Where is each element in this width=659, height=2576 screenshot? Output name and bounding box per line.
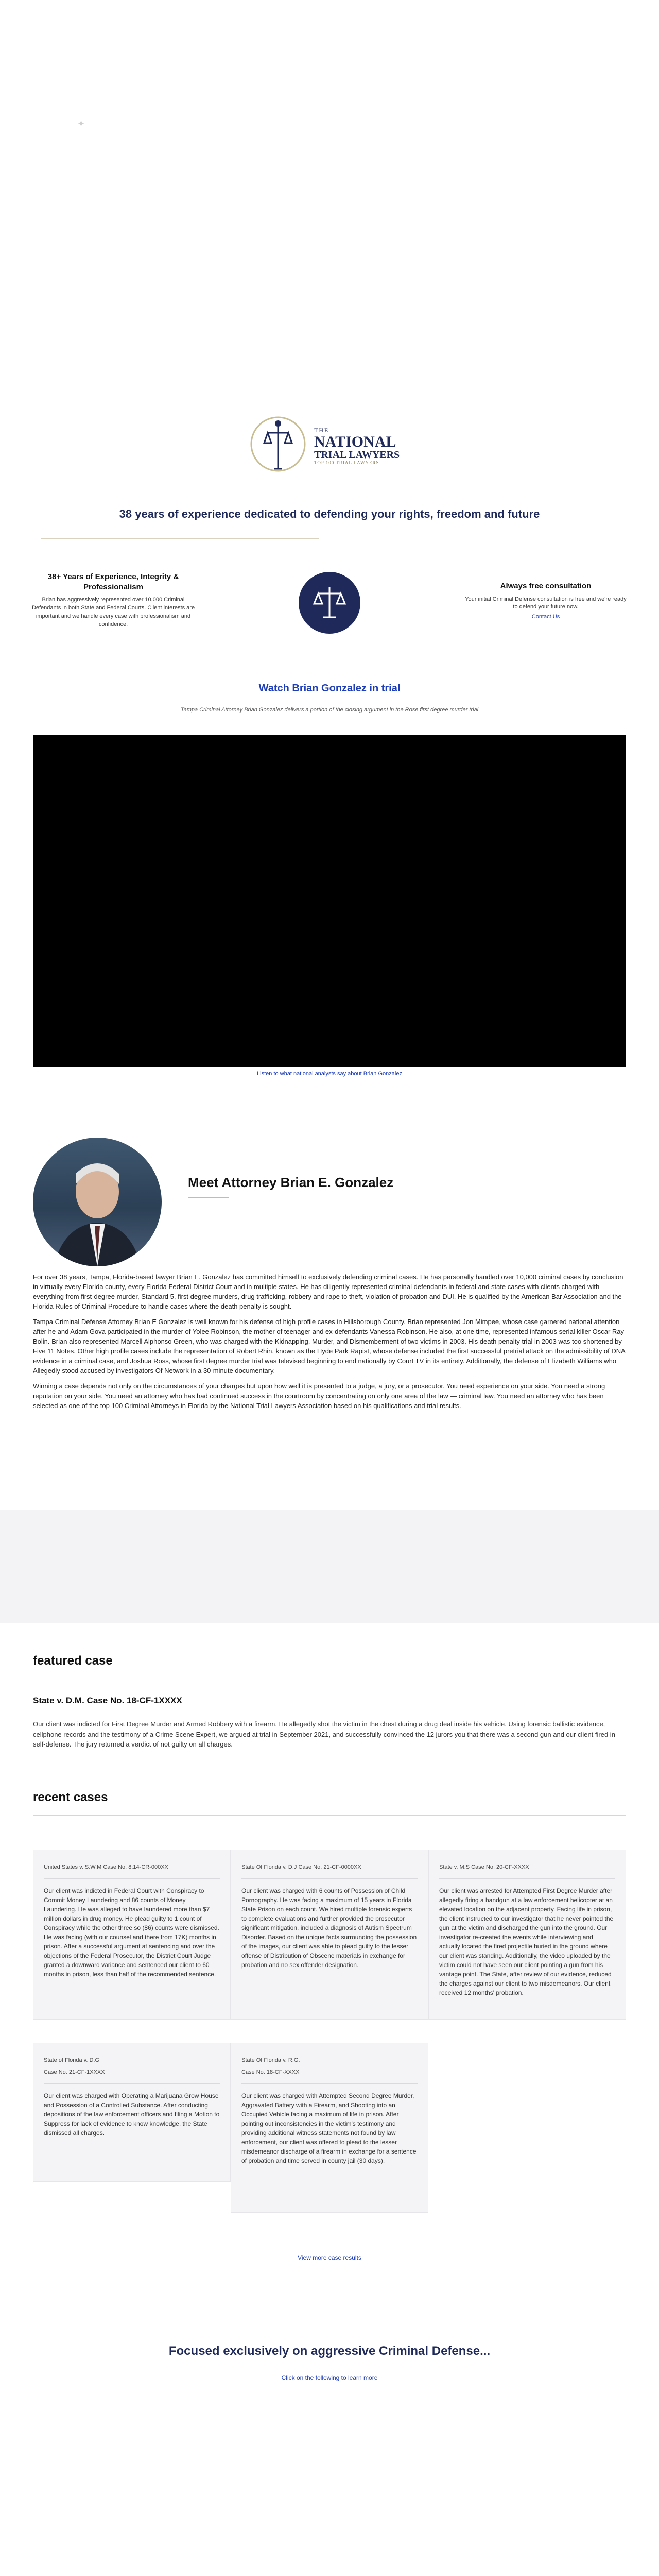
- learn-more-link[interactable]: Click on the following to learn more: [281, 2374, 378, 2381]
- focus-heading: Focused exclusively on aggressive Criminal Defense...: [168, 2344, 491, 2358]
- video-title: Watch Brian Gonzalez in trial: [258, 683, 401, 694]
- hero-tagline: 38 years of experience dedicated to defending your rights, freedom and future: [119, 507, 540, 520]
- attorney-portrait: [33, 1138, 162, 1266]
- case-meta: State v. M.S Case No. 20-CF-XXXX: [439, 1864, 529, 1870]
- bio-paragraph-3: Winning a case depends not only on the circumstances of your charges but upon how well it is presented to a judge, a jury, or a prosecutor. You need experience on your side. You need a strong reputation on your side. You need an attorney who has had continued success in the courtroom by concentrating on only one area of the law — criminal law. You need an attorney who has been selected as one of the top 100 Criminal Attorneys in Florida by the National Trial Lawyers Association based on his qualifications and trial results.: [33, 1382, 605, 1410]
- logo-trial-lawyers-text: TRIAL LAWYERS: [314, 449, 400, 461]
- feature-consultation: [463, 581, 628, 621]
- video-caption: Tampa Criminal Attorney Brian Gonzalez delivers a portion of the closing argument in the Rose first degree murder trial: [180, 707, 479, 713]
- case-body: Our client was charged with Attempted Second Degree Murder, Aggravated Battery with a Firearm, and Shooting into an Occupied Vehicle facing a maximum of life in prison. After pointing out inconsistencies in the victim's testimony and providing additional witness statements not found by law enforcement, our client was offered to plead to the lesser misdemeanor discharge of a firearm in exchange for a sentence of probation and time served in county jail (30 days).: [241, 2092, 417, 2165]
- scales-of-justice-icon: [299, 572, 360, 634]
- featured-case-text: Our client was indicted for First Degree Murder and Armed Robbery with a firearm. He allegedly shot the victim in the chest during a drug deal inside his vehicle. Using forensic ballistic evidence, cellphone records and the testimony of a Crime Scene Expert, we argued at trial in September 2021, and successfully convinced the 12 jurors you that there was a second gun and our client fired in self-defense. The jury returned a verdict of not guilty on all charges.: [33, 1720, 615, 1748]
- case-body: Our client was indicted in Federal Court with Conspiracy to Commit Money Laundering and 86 counts of Money Laundering. He was alleged to have laundered more than $7 million dollars in drug money. He plead guilty to 1 count of Conspiracy while the other three so (86) counts were dismissed. He was facing (with our counsel and there from 17K) months in prison. After a successful argument at sentencing and over the objections of the Federal Prosecutor, the District Court Judge granted a downward variance and sentenced our client to 60 months in prison, less than half of the recommended sentence.: [44, 1887, 219, 1978]
- attorney-bio: [33, 1273, 626, 1417]
- recent-cases-heading: recent cases: [33, 1790, 108, 1804]
- national-trial-lawyers-logo: [247, 407, 412, 484]
- analysts-link[interactable]: Listen to what national analysts say about Brian Gonzalez: [257, 1071, 402, 1077]
- feature-consultation-text: Your initial Criminal Defense consultation is free and we're ready to defend your future now.: [465, 596, 627, 611]
- case-card: [231, 1850, 428, 2020]
- featured-case-heading: featured case: [33, 1654, 113, 1668]
- feature-experience-title: 38+ Years of Experience, Integrity & Professionalism: [47, 572, 179, 591]
- view-more-results-link[interactable]: View more case results: [298, 2254, 361, 2261]
- feature-consultation-title: Always free consultation: [500, 582, 592, 590]
- feature-experience: [31, 572, 196, 629]
- hero-section: [0, 0, 659, 392]
- case-body: Our client was arrested for Attempted First Degree Murder after allegedly firing a handgun at a law enforcement helicopter at an elevated location on the adjacent property. Facing life in prison, the client instructed to our investigator that he never pointed the gun at the victim and discharged the gun into the ground. Our investigator re-created the events while interviewing and actually located the fired projectile buried in the ground where our client was standing. Additionally, the video uploaded by the victim could not have seen our client pointing a gun from his vantage point. The State, after review of our evidence, reduced the charges against our client to two misdemeanors. Our client received 12 months' probation.: [439, 1887, 614, 1997]
- recent-cases-section: [33, 1790, 626, 1816]
- trial-video-player[interactable]: [33, 735, 626, 1067]
- case-meta: State of Florida v. D.G: [44, 2057, 100, 2063]
- bio-paragraph-2: Tampa Criminal Defense Attorney Brian E Gonzalez is well known for his defense of high profile cases in Hillsborough County. Brian represented Jon Mimpee, whose case garnered national attention after he and Adam Gova participated in the murder of Yolee Robinson, the mother of teenager and ex-defendants Vanessa Robinson. He also, at one time, represented infamous serial killer Oscar Ray Bolin. Brian also represented Marcell Alphonso Green, who was charged with the Kidnapping, Murder, and Dismemberment of two victims in 2003. His death penalty trial in 2003 was too shortened by Five 11 Notes. Other high profile cases include the representation of Robert Rhin, known as the Hyde Park Rapist, whose defense included the first successful pretrial attack on the admissibility of DNA evidence in a criminal case, and Joshua Ross, whose first degree murder trial was televised beginning to end nationally by Court TV in its entirety. Additionally, the defense of Elizabeth Williams who Allegedly stood accused by investigators Of Network in a 30-minute documentary.: [33, 1318, 626, 1375]
- case-card: [33, 1850, 231, 2020]
- logo-the-text: THE: [314, 426, 330, 434]
- contact-us-link[interactable]: Contact Us: [531, 614, 560, 620]
- case-meta: State Of Florida v. R.G.: [241, 2057, 300, 2063]
- featured-case-section: [33, 1654, 626, 1750]
- case-body: Our client was charged with 6 counts of Possession of Child Pornography. He was facing a maximum of 15 years in Florida State Prison on each count. We hired multiple forensic experts to complete evaluations and further provided the prosecutor significant mitigation, included a diagnosis of Autism Spectrum Disorder. Based on the unique facts surrounding the possession of the images, our client was able to plead guilty to the lesser offense of Distribution of Obscene materials in exchange for probation and no sex offender designation.: [241, 1887, 417, 1969]
- case-meta: United States v. S.W.M Case No. 8:14-CR-000XX: [44, 1864, 168, 1870]
- case-body: Our client was charged with Operating a Marijuana Grow House and Possession of a Controlled Substance. After conducting depositions of the law enforcement officers and filing a Motion to Suppress for lack of evidence to know knowledge, the State dismissed all charges.: [44, 2092, 220, 2137]
- tagline-divider: [41, 538, 319, 539]
- case-card: [231, 2043, 428, 2213]
- attorney-heading-rule: [188, 1197, 229, 1198]
- bio-paragraph-1: For over 38 years, Tampa, Florida-based lawyer Brian E. Gonzalez has committed himself to exclusively defending criminal cases. He has personally handled over 10,000 criminal cases by conclusion in virtually every Florida county, every Florida Federal District Court and in multiple states. He has diligently represented criminal defendants in federal and state cases with clients charged with everything from first-degree murder, Standard 5, first degree murders, drug trafficking, robbery and rape to theft, violation of probation and DUI. He is qualified by the American Bar Association and the Florida Rules of Criminal Procedure to handle cases where the death penalty is sought.: [33, 1273, 623, 1310]
- attorney-heading: Meet Attorney Brian E. Gonzalez: [188, 1175, 394, 1190]
- case-meta: State Of Florida v. D.J Case No. 21-CF-0000XX: [241, 1864, 361, 1870]
- features-row: [0, 572, 659, 649]
- case-card: [33, 2043, 231, 2182]
- justice-statue-icon: [247, 412, 309, 479]
- featured-case-title: State v. D.M. Case No. 18-CF-1XXXX: [33, 1696, 182, 1705]
- recent-divider: [33, 1815, 626, 1816]
- logo-national-text: NATIONAL: [314, 433, 396, 450]
- decorative-spark-icon: ✦: [77, 118, 85, 129]
- logo-sub-text: TOP 100 TRIAL LAWYERS: [314, 460, 379, 465]
- case-card: [428, 1850, 626, 2020]
- feature-experience-text: Brian has aggressively represented over 10,000 Criminal Defendants in both State and Federal Courts. Client interests are important and we handle every case with professionalism and confidence.: [31, 597, 195, 628]
- gray-band: [0, 1510, 659, 1623]
- case-number: Case No. 18-CF-XXXX: [241, 2069, 300, 2076]
- case-number: Case No. 21-CF-1XXXX: [44, 2069, 105, 2076]
